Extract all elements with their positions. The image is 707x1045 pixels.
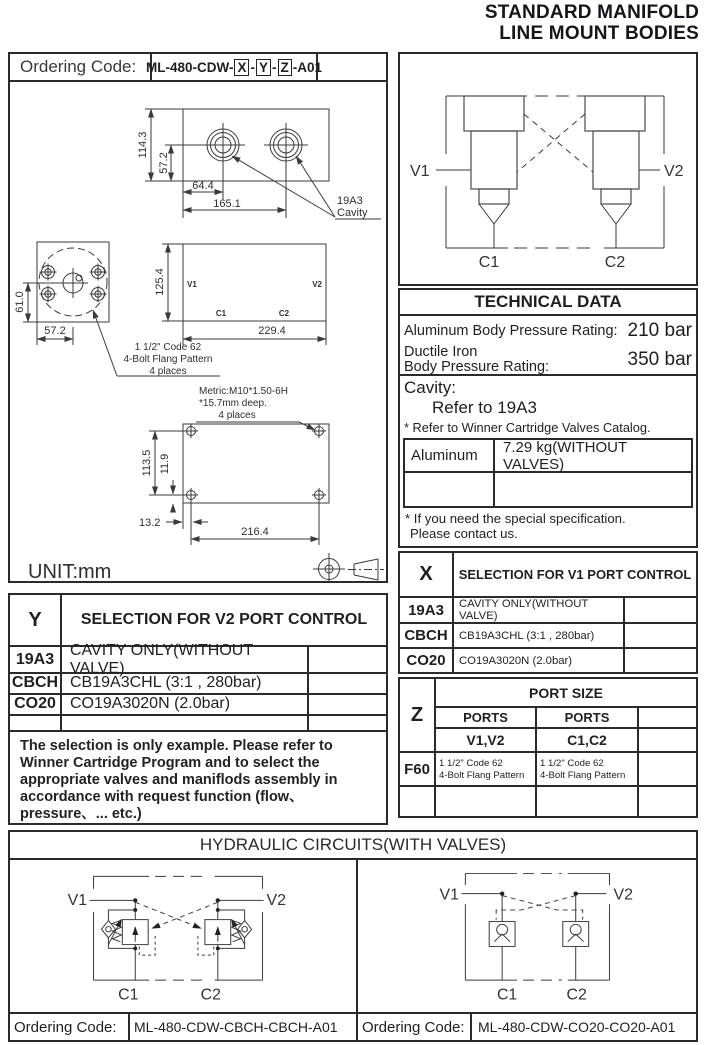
weight-row (405, 440, 691, 473)
cavity-circle-2 (264, 123, 308, 167)
y-table-header-row (10, 595, 386, 647)
weight-table (403, 438, 693, 508)
dim-125-4: 125.4 (154, 268, 166, 296)
z-ports-header-row (436, 708, 696, 729)
y-row-empty (309, 647, 386, 672)
x-table-row-19a3 (400, 598, 696, 624)
flange-callout-line2: 4-Bolt Flang Pattern (123, 354, 213, 365)
dim-229-4: 229.4 (258, 325, 286, 337)
check-valve-right (563, 922, 589, 947)
cbch-c1-label: C1 (118, 986, 139, 1004)
technical-data-panel (398, 288, 698, 548)
x-table-header-row (400, 553, 696, 598)
ductile-label-line1: Ductile Iron (404, 343, 478, 360)
co20-v2-label: V2 (613, 886, 633, 904)
z-f60-cell2-line1: 1 1/2" Code 62 (540, 758, 604, 769)
ductile-pressure-label (404, 345, 628, 375)
co20-c1-label: C1 (496, 986, 518, 1004)
z-f60-cell1-line2: 4-Bolt Flang Pattern (439, 769, 525, 781)
z-empty-cell1 (436, 787, 537, 816)
co20-ordering-label: Ordering Code: (362, 1018, 465, 1036)
co20-v1-label: V1 (439, 886, 459, 904)
x-row-empty (625, 649, 696, 672)
counterbalance-valve-right (198, 910, 252, 955)
dim-11-9: 11.9 (159, 453, 171, 475)
orthographic-views-drawing (10, 82, 386, 581)
ordering-code-z: Z (278, 59, 292, 76)
ordering-code-x: X (234, 59, 249, 76)
y-table-row-19a3 (10, 641, 386, 677)
front-port-v1: V1 (187, 280, 197, 289)
x-row-empty (625, 598, 696, 622)
flange-callout-line1: 1 1/2" Code 62 (134, 342, 202, 353)
ordering-code-header (10, 54, 386, 82)
ductile-pressure-row (400, 345, 696, 376)
technical-data-title: TECHNICAL DATA (400, 290, 696, 316)
x-table-key: X (400, 553, 454, 596)
page-title-line2: LINE MOUNT BODIES (499, 23, 699, 44)
ordering-code-dash2: - (272, 59, 277, 75)
dim-165-1: 165.1 (213, 198, 241, 210)
z-header-empty (639, 708, 696, 727)
co20-ordering-code: ML-480-CDW-CO20-CO20-A01 (470, 1014, 696, 1040)
cavity-info-block (400, 376, 696, 438)
z-ports-sub-1: V1,V2 (436, 729, 537, 751)
z-ports-header-2: PORTS (537, 708, 639, 727)
mounting-holes (184, 424, 326, 502)
ordering-codes-row (10, 1012, 696, 1040)
aluminum-pressure-row (400, 316, 696, 345)
y-row-code: CO20 (10, 695, 62, 714)
ordering-code-label: Ordering Code: (20, 57, 137, 76)
ordering-code-prefix: ML-480-CDW- (145, 59, 234, 75)
ordering-code-value (145, 54, 323, 80)
projection-symbol-icon (313, 553, 384, 581)
dim-57-2-top: 57.2 (158, 152, 170, 174)
y-row-empty (309, 674, 386, 692)
y-blank-cell1 (10, 716, 62, 730)
weight-value: 7.29 kg(WITHOUT VALVES) (503, 438, 627, 473)
cavity-callout-line2: Cavity (337, 207, 368, 219)
metric-callout-line1: Metric:M10*1.50-6H (199, 386, 288, 397)
aluminum-pressure-value: 210 bar (627, 319, 692, 341)
z-ports-sub-row (436, 729, 696, 753)
y-table-row-blank (10, 716, 386, 732)
cbch-ordering-code: ML-480-CDW-CBCH-CBCH-A01 (128, 1014, 358, 1040)
ordering-code-suffix: -A01 (292, 59, 323, 75)
y-row-code: CBCH (10, 674, 62, 692)
x-row-code: CO20 (400, 649, 454, 672)
x-table-row-cbch (400, 624, 696, 649)
z-ports-sub-2: C1,C2 (537, 729, 639, 751)
z-empty-cell3 (639, 787, 696, 816)
cavity-callout-line1: 19A3 (337, 195, 363, 207)
z-key-empty (400, 787, 434, 816)
unit-label: UNIT:mm (28, 561, 112, 581)
flange-callout-line3: 4 places (149, 366, 187, 377)
x-table-header: SELECTION FOR V1 PORT CONTROL (458, 567, 692, 582)
y-blank-cell2 (62, 716, 309, 730)
ordering-code-dash1: - (250, 59, 255, 75)
y-table-key: Y (10, 595, 62, 645)
y-row-code: 19A3 (10, 647, 62, 672)
metric-callout-line2: *15.7mm deep. (199, 398, 267, 409)
z-f60-cell1 (436, 753, 537, 785)
z-table-row-empty (436, 787, 696, 816)
cbch-ordering-label: Ordering Code: (14, 1018, 117, 1036)
dim-216-4: 216.4 (241, 526, 269, 538)
y-row-empty (309, 695, 386, 714)
z-empty-cell2 (537, 787, 639, 816)
front-view-outline (183, 244, 326, 321)
weight-empty-cell1 (405, 473, 495, 506)
x-row-code: CBCH (400, 624, 454, 647)
y-row-desc: CAVITY ONLY(WITHOUT VALVE) (62, 647, 309, 672)
x-row-desc: CB19A3CHL (3:1 , 280bar) (454, 624, 625, 647)
ductile-pressure-value: 350 bar (627, 348, 692, 370)
z-table-body (436, 679, 696, 816)
x-selection-table (398, 551, 698, 674)
z-sub-empty (639, 729, 696, 751)
cartridge-profile-right (585, 96, 645, 248)
y-table-header: SELECTION FOR V2 PORT CONTROL (80, 611, 368, 629)
cavity-circuit-c1-label: C1 (478, 254, 500, 271)
dim-13-2: 13.2 (139, 517, 161, 529)
y-table-row-cbch (10, 674, 386, 694)
y-selection-table (8, 593, 388, 825)
cavity-circuit-c2-label: C2 (604, 254, 626, 271)
cbch-v1-label: V1 (67, 892, 88, 910)
weight-material: Aluminum (405, 440, 495, 471)
co20-circuit-panel (358, 860, 696, 1012)
cavity-note: * Refer to Winner Cartridge Valves Catalog. (404, 420, 651, 435)
weight-empty-cell2 (495, 473, 691, 506)
z-table-title: PORT SIZE (436, 679, 696, 708)
co20-circuit-drawing (358, 860, 696, 1008)
z-port-size-table (398, 677, 698, 818)
cartridge-profile-left (464, 96, 524, 248)
special-spec-note (400, 508, 696, 544)
bottom-view-outline (183, 424, 329, 503)
check-valve-left (489, 922, 515, 947)
dim-64-4: 64.4 (192, 180, 214, 192)
y-table-note: The selection is only example. Please refer to Winner Cartridge Program and to select the appropriate valves and maniflods assembly in accordance with request function (flow、pressure、... etc.) (20, 738, 338, 822)
z-f60-empty (639, 753, 696, 785)
page-title-line1: STANDARD MANIFOLD (484, 2, 699, 23)
aluminum-pressure-label: Aluminum Body Pressure Rating: (404, 322, 618, 339)
cavity-value: Refer to 19A3 (432, 398, 537, 417)
x-row-empty (625, 624, 696, 647)
z-table-key-column (400, 679, 436, 816)
x-table-row-co20 (400, 649, 696, 672)
z-row-code: F60 (400, 753, 434, 787)
cbch-circuit-drawing (10, 860, 354, 1008)
dimension-drawing-panel (8, 52, 388, 583)
y-row-desc: CB19A3CHL (3:1 , 280bar) (62, 674, 309, 692)
ductile-label-line2: Body Pressure Rating: (404, 358, 550, 375)
cavity-circuit-panel (398, 52, 698, 286)
cavity-circuit-v2-label: V2 (664, 163, 684, 180)
z-f60-cell2 (537, 753, 639, 785)
weight-row-empty (405, 473, 691, 506)
special-spec-note-line2: Please contact us. (410, 526, 518, 541)
metric-callout-line3: 4 places (218, 410, 256, 421)
x-row-desc: CO19A3020N (2.0bar) (454, 649, 625, 672)
cbch-circuit-panel (10, 860, 358, 1012)
cbch-c2-label: C2 (200, 986, 221, 1004)
page-title (485, 2, 699, 44)
dim-61-0: 61.0 (14, 291, 26, 313)
hydraulic-circuits-body (10, 860, 696, 1012)
dim-113-5: 113.5 (141, 449, 153, 477)
co20-c2-label: C2 (566, 986, 587, 1004)
z-table-row-f60 (436, 753, 696, 787)
ordering-header-spacer (318, 54, 386, 80)
hydraulic-circuits-header: HYDRAULIC CIRCUITS(WITH VALVES) (10, 832, 696, 860)
cavity-circle-1 (201, 123, 245, 167)
front-port-v2: V2 (312, 280, 322, 289)
z-ports-header-1: PORTS (436, 708, 537, 727)
z-f60-cell1-line1: 1 1/2" Code 62 (439, 758, 503, 769)
cavity-circuit-v1-label: V1 (410, 163, 430, 180)
dim-114-3: 114.3 (137, 131, 149, 159)
ordering-code-y: Y (256, 59, 271, 76)
counterbalance-valve-left (101, 910, 155, 955)
cavity-label: Cavity: (404, 378, 456, 397)
dim-57-2-flange: 57.2 (44, 325, 66, 337)
z-table-key: Z (400, 679, 434, 753)
hydraulic-circuits-panel (8, 830, 698, 1042)
front-port-c1: C1 (215, 309, 227, 318)
front-port-c2: C2 (278, 309, 290, 318)
y-blank-cell3 (309, 716, 386, 730)
y-row-desc: CO19A3020N (2.0bar) (62, 695, 309, 714)
cbch-v2-label: V2 (266, 892, 286, 910)
x-row-desc: CAVITY ONLY(WITHOUT VALVE) (454, 598, 625, 622)
x-row-code: 19A3 (400, 598, 454, 622)
y-table-row-co20 (10, 695, 386, 716)
cavity-circuit-drawing (400, 54, 696, 284)
special-spec-note-line1: * If you need the special specification. (405, 511, 626, 526)
z-f60-cell2-line2: 4-Bolt Flang Pattern (540, 769, 626, 781)
